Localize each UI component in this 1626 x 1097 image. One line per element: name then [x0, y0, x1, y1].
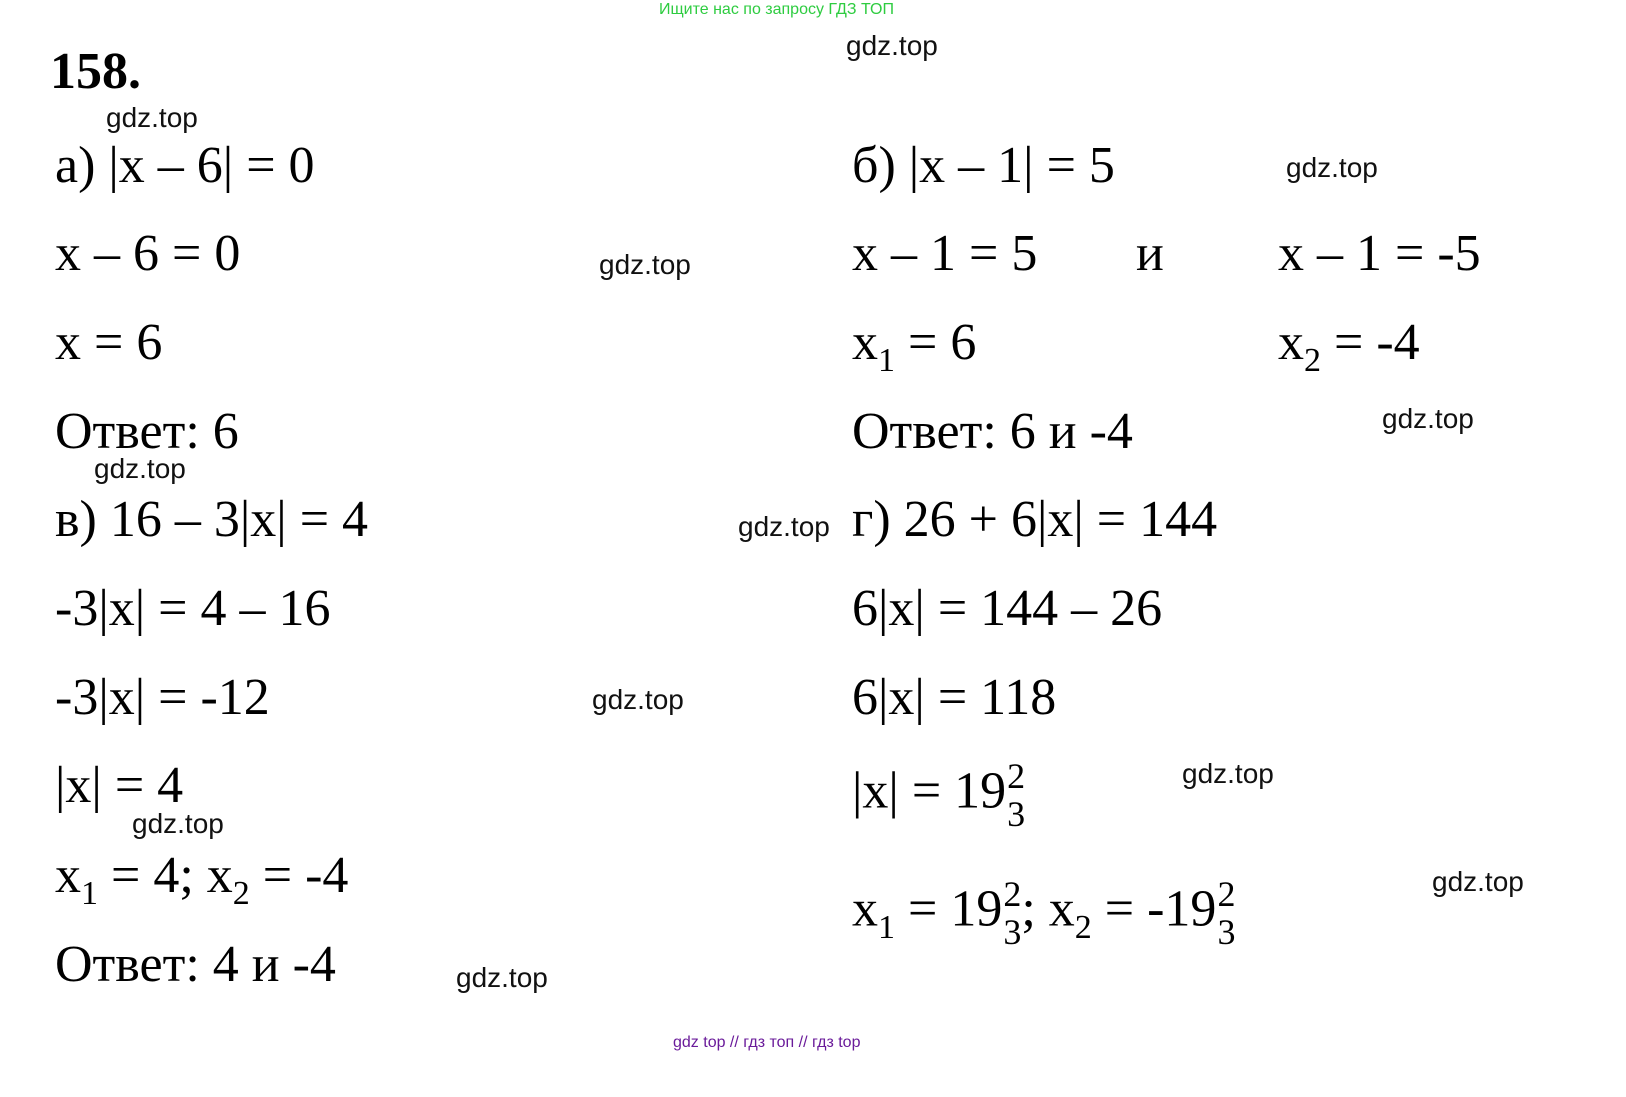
part-a-step-2: x = 6 [55, 314, 163, 371]
watermark: gdz.top [592, 684, 684, 715]
part-g-step-1: 6|x| = 144 – 26 [852, 580, 1163, 637]
part-b-case-1: x – 1 = 5 [852, 225, 1038, 282]
part-b-case-2: x – 1 = -5 [1278, 225, 1481, 282]
fraction: 2 3 [1003, 874, 1022, 952]
part-a-step-1: x – 6 = 0 [55, 225, 241, 282]
part-g-equation: г) 26 + 6|x| = 144 [852, 491, 1218, 548]
watermark: gdz.top [738, 511, 830, 542]
part-v-answer: Ответ: 4 и -4 [55, 936, 336, 993]
part-v-step-1: -3|x| = 4 – 16 [55, 580, 331, 637]
footer-links[interactable]: gdz top // гдз топ // гдз top [673, 1034, 861, 1051]
watermark: gdz.top [94, 453, 186, 484]
part-b-root-2: $x_2 = -4$ [1278, 314, 1420, 379]
part-g-step-2: 6|x| = 118 [852, 669, 1057, 726]
watermark: gdz.top [1382, 403, 1474, 434]
watermark: gdz.top [106, 102, 198, 133]
watermark: gdz.top [1182, 758, 1274, 789]
part-b-connector: и [1136, 225, 1164, 282]
part-g-roots: $x_1 = 19$ 2 3 ; $x_2 = -19$ 2 3 [852, 874, 1236, 952]
watermark: gdz.top [132, 808, 224, 839]
part-g-step-3: |x| = 19 2 3 [852, 756, 1026, 834]
part-v-step-2: -3|x| = -12 [55, 669, 270, 726]
part-a-equation: а) |x – 6| = 0 [55, 137, 315, 194]
problem-number: 158. [50, 43, 141, 100]
part-b-root-1: $x_1 = 6$ [852, 314, 977, 379]
part-b-answer: Ответ: 6 и -4 [852, 403, 1133, 460]
part-v-roots: $x_1 = 4$; $x_2 = -4$ [55, 847, 349, 912]
fraction: 2 3 [1217, 874, 1236, 952]
top-banner: Ищите нас по запросу ГДЗ ТОП [659, 1, 894, 18]
part-v-equation: в) 16 – 3|x| = 4 [55, 491, 369, 548]
fraction: 2 3 [1007, 756, 1026, 834]
watermark: gdz.top [599, 249, 691, 280]
watermark: gdz.top [456, 962, 548, 993]
watermark: gdz.top [1432, 866, 1524, 897]
watermark: gdz.top [1286, 152, 1378, 183]
part-v-step-3: |x| = 4 [55, 757, 184, 814]
watermark: gdz.top [846, 30, 938, 61]
part-a-answer: Ответ: 6 [55, 403, 239, 460]
part-b-equation: б) |x – 1| = 5 [852, 137, 1115, 194]
